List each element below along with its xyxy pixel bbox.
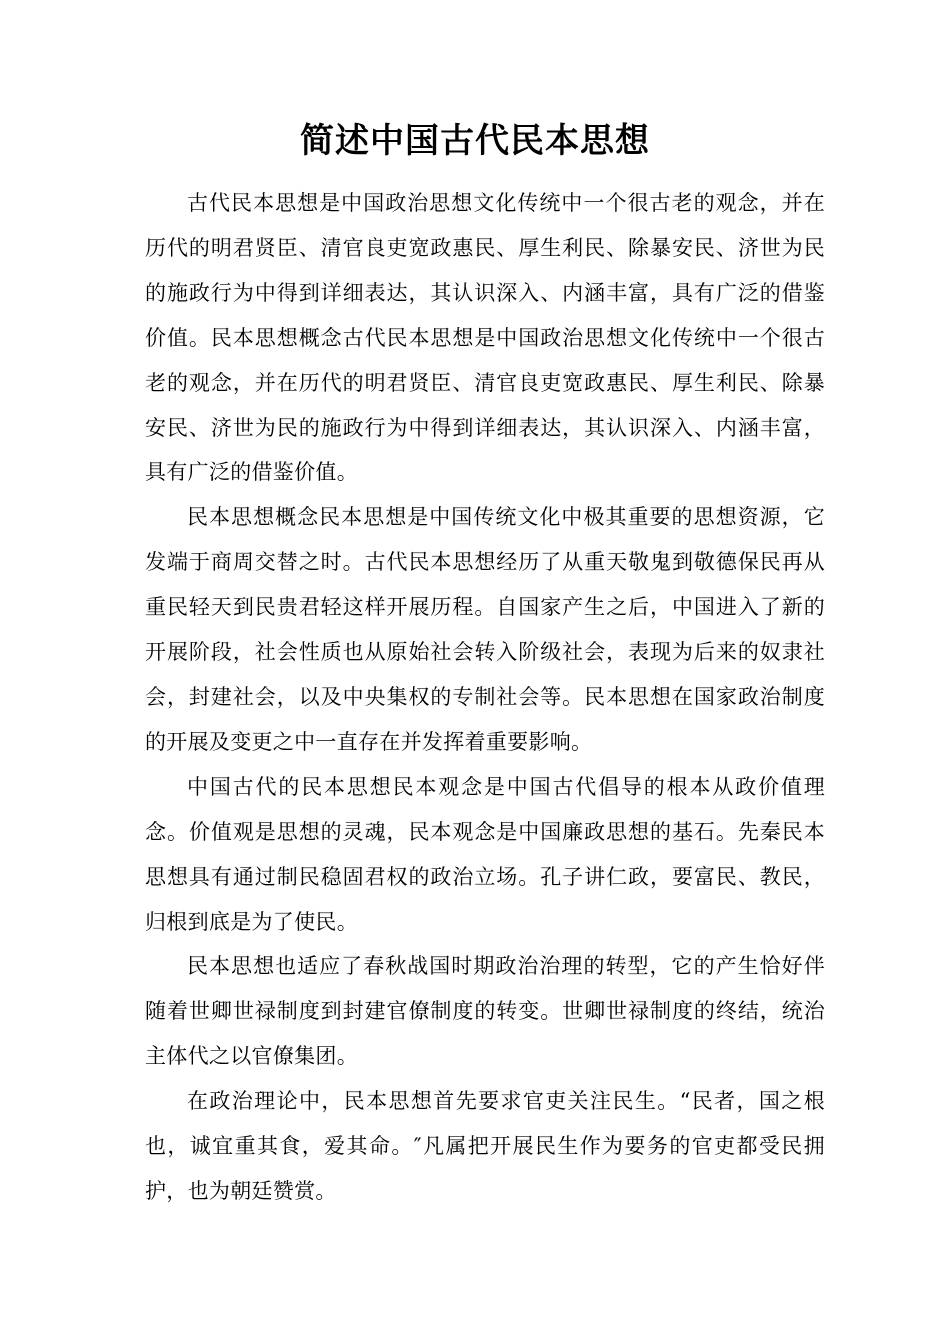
paragraph-2: 民本思想概念民本思想是中国传统文化中极其重要的思想资源，它发端于商周交替之时。古代民本思想经历了从重天敬鬼到敬德保民再从重民轻天到民贵君轻这样开展历程。自国家产生之后，中国进入了新的开展阶段，社会性质也从原始社会转入阶级社会，表现为后来的奴隶社会，封建社会，以及中央集权的专制社会等。民本思想在国家政治制度的开展及变更之中一直存在并发挥着重要影响。 [145, 505, 825, 754]
paragraph-1: 古代民本思想是中国政治思想文化传统中一个很古老的观念，并在历代的明君贤臣、清官良吏宽政惠民、厚生利民、除暴安民、济世为民的施政行为中得到详细表达，其认识深入、内涵丰富，具有广泛的借鉴价值。民本思想概念古代民本思想是中国政治思想文化传统中一个很古老的观念，并在历代的明君贤臣、清官良吏宽政惠民、厚生利民、除暴安民、济世为民的施政行为中得到详细表达，其认识深入、内涵丰富，具有广泛的借鉴价值。 [145, 191, 825, 485]
paragraph-3: 中国古代的民本思想民本观念是中国古代倡导的根本从政价值理念。价值观是思想的灵魂，民本观念是中国廉政思想的基石。先秦民本思想具有通过制民稳固君权的政治立场。孔子讲仁政，要富民、教民，归根到底是为了使民。 [145, 774, 825, 934]
document-title: 简述中国古代民本思想 [300, 121, 650, 161]
paragraph-4: 民本思想也适应了春秋战国时期政治治理的转型，它的产生恰好伴随着世卿世禄制度到封建官僚制度的转变。世卿世禄制度的终结，统治主体代之以官僚集团。 [145, 954, 825, 1069]
document-body [145, 181, 825, 1214]
paragraph-5: 在政治理论中，民本思想首先要求官吏关注民生。“民者，国之根也，诚宜重其食，爱其命。″凡属把开展民生作为要务的官吏都受民拥护，也为朝廷赞赏。 [145, 1089, 825, 1203]
